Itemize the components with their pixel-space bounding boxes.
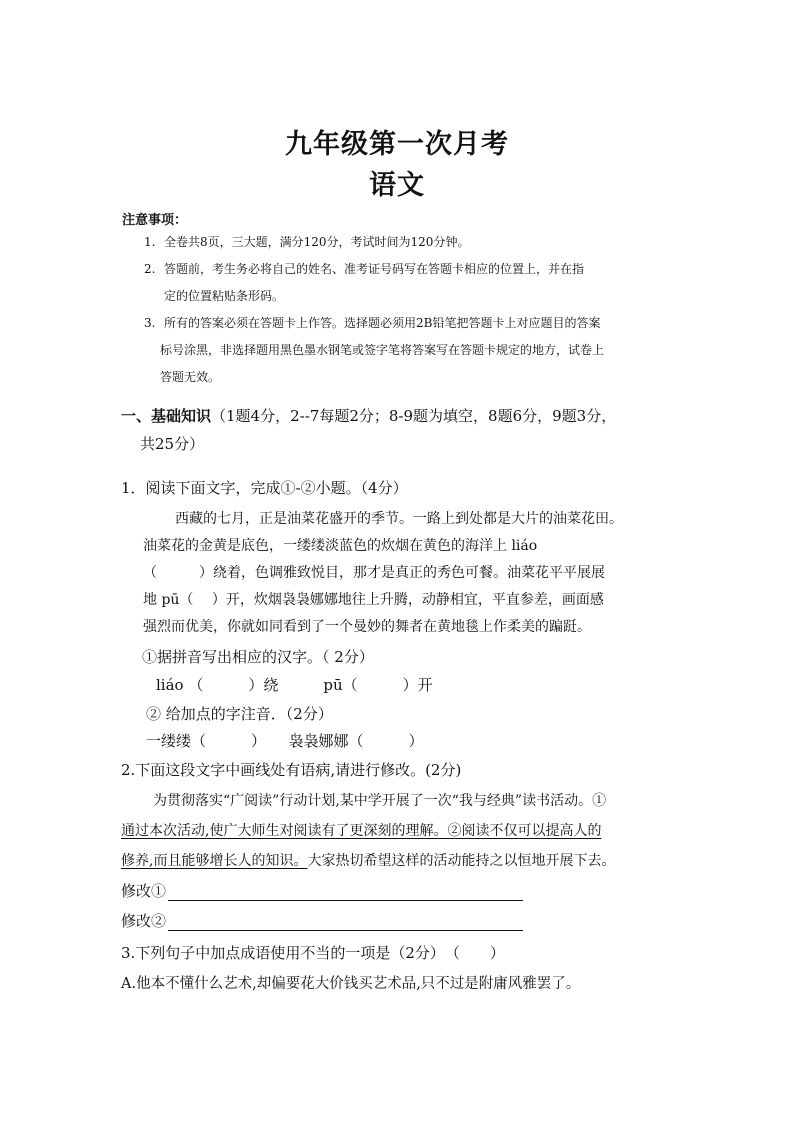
q2-paragraph-line: 为贯彻落实“广阅读”行动计划,某中学开展了一次“我与经典”读书活动。①	[153, 793, 607, 809]
q2-text: 大家热切希望这样的活动能持之以恒地开展下去。	[307, 853, 616, 869]
q2-paragraph-line	[121, 850, 661, 870]
notice-item-number: 3.	[144, 316, 156, 330]
notice-item-number: 2.	[144, 262, 156, 276]
q1-sub1: ①据拼音写出相应的汉字。（ 2分）	[142, 648, 374, 666]
exam-subject: 语文	[369, 170, 425, 201]
section-heading	[121, 402, 616, 430]
q3-option-a: A.他本不懂什么艺术,却偏要花大价钱买艺术品,只不过是附庸风雅罢了。	[121, 976, 581, 992]
notice-item-text: 全卷共8页，三大题，满分120分，考试时间为120分钟。	[164, 235, 470, 249]
question-2-stem: 2.下面这段文字中画线处有语病,请进行修改。(2分)	[121, 761, 462, 779]
notice-item-3-cont: 标号涂黑，非选择题用黑色墨水钢笔或签字笔将答案写在答题卡规定的地方，试卷上	[160, 343, 605, 357]
q1-sub2-answers: 一缕缕（ ） 袅袅娜娜（ ）	[146, 732, 424, 750]
notice-item-3-cont2: 答题无效。	[160, 370, 221, 384]
notice-item-text: 所有的答案必须在答题卡上作答。选择题必须用2B铅笔把答题卡上对应题目的答案	[164, 316, 601, 330]
fix-1-answer-line[interactable]	[168, 884, 523, 901]
passage-line: 地 pū（ ）开，炊烟袅袅娜娜地往上升腾，动静相宜，平直参差，画面感	[143, 592, 604, 608]
passage-line: （ ）绕着，色调雅致悦目，那才是真正的秀色可餐。油菜花平平展展	[143, 565, 605, 581]
passage-line: 油菜花的金黄是底色，一缕缕淡蓝色的炊烟在黄色的海洋上 liáo	[143, 538, 538, 554]
section-detail-cont: 共25分）	[140, 435, 205, 453]
q1-sub1-answers: liáo （ ）绕 pū（ ）开	[156, 676, 433, 694]
fix-1-label: 修改①	[121, 882, 167, 900]
question-1-stem: 1．阅读下面文字，完成①-②小题。（4分）	[121, 479, 408, 497]
q2-paragraph-line-underlined: 通过本次活动,使广大师生对阅读有了更深刻的理解。②阅读不仅可以提高人的	[121, 823, 602, 839]
fix-1-row	[121, 880, 523, 901]
fix-2-answer-line[interactable]	[168, 914, 523, 931]
q2-underlined-text: 修养,而且能够增长人的知识。	[121, 853, 308, 869]
fix-2-label: 修改②	[121, 912, 167, 930]
section-detail: （1题4分，2--7每题2分；8-9题为填空，8题6分，9题3分，	[211, 407, 617, 425]
fix-2-row	[121, 910, 523, 931]
notice-item-2-cont: 定的位置粘贴条形码。	[164, 289, 285, 303]
question-3-stem: 3.下列句子中加点成语使用不当的一项是（2分） （ ）	[121, 944, 505, 962]
q1-sub2: ② 给加点的字注音．（2分）	[146, 705, 333, 723]
notice-item-text: 答题前，考生务必将自己的姓名、准考证号码写在答题卡相应的位置上，并在指	[164, 262, 585, 276]
section-label: 一、基础知识	[121, 407, 212, 425]
passage-line: 强烈而优美，你就如同看到了一个曼妙的舞者在黄地毯上作柔美的蹁跹。	[143, 619, 591, 635]
notice-item-3	[144, 310, 600, 337]
notice-item-2	[144, 256, 584, 283]
passage-line: 西藏的七月，正是油菜花盛开的季节。一路上到处都是大片的油菜花田。	[175, 511, 623, 527]
exam-title: 九年级第一次月考	[285, 129, 509, 160]
notice-item-1	[144, 229, 469, 256]
notice-item-number: 1.	[144, 235, 156, 249]
notice-heading: 注意事项：	[122, 213, 188, 228]
